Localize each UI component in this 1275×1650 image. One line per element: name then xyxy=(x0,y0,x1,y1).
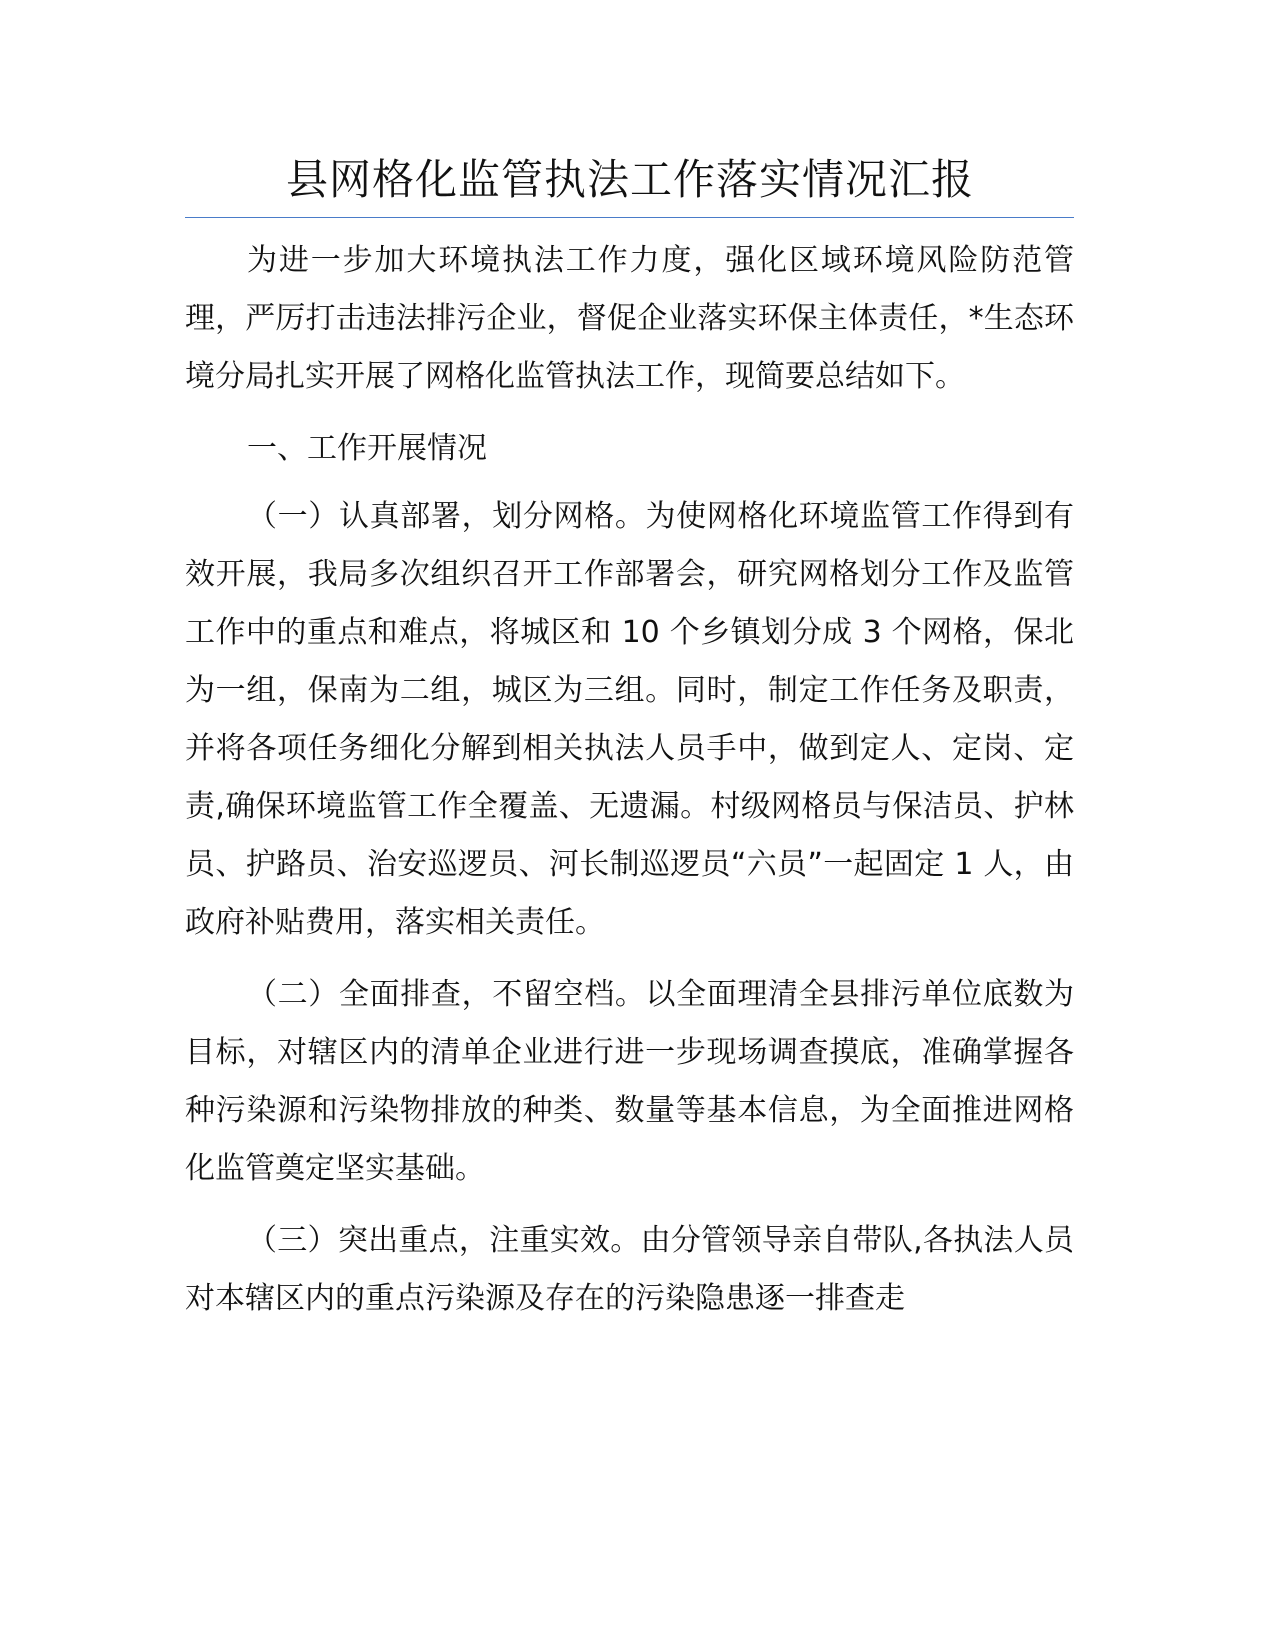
section-heading-1: 一、工作开展情况 xyxy=(247,431,487,466)
subsection-paragraph-2: （二）全面排查，不留空档。以全面理清全县排污单位底数为目标，对辖区内的清单企业进行进一步现场调查摸底，准确掌握各种污染源和污染物排放的种类、数量等基本信息，为全面推进网格化监管奠定坚实基础。 xyxy=(185,977,1074,1186)
subsection-paragraph-3: （三）突出重点，注重实效。由分管领导亲自带队,各执法人员对本辖区内的重点污染源及存在的污染隐患逐一排查走 xyxy=(185,1223,1074,1316)
document-body xyxy=(185,232,1074,1342)
subsection-paragraph-1: （一）认真部署，划分网格。为使网格化环境监管工作得到有效开展，我局多次组织召开工作部署会，研究网格划分工作及监管工作中的重点和难点，将城区和 10 个乡镇划分成 3 个网格，保北为一组，保南为二组，城区为三组。同时，制定工作任务及职责，并将各项任务细化分解到相关执法人员手中，做到定人、定岗、定责,确保环境监管工作全覆盖、无遗漏。村级网格员与保洁员、护林员、护路员、治安巡逻员、河长制巡逻员“六员”一起固定 1 人，由政府补贴费用，落实相关责任。 xyxy=(185,499,1074,940)
title-underline xyxy=(185,217,1074,218)
intro-paragraph: 为进一步加大环境执法工作力度，强化区域环境风险防范管理，严厉打击违法排污企业，督促企业落实环保主体责任，*生态环境分局扎实开展了网格化监管执法工作，现简要总结如下。 xyxy=(185,243,1074,394)
document-title: 县网格化监管执法工作落实情况汇报 xyxy=(285,155,974,204)
